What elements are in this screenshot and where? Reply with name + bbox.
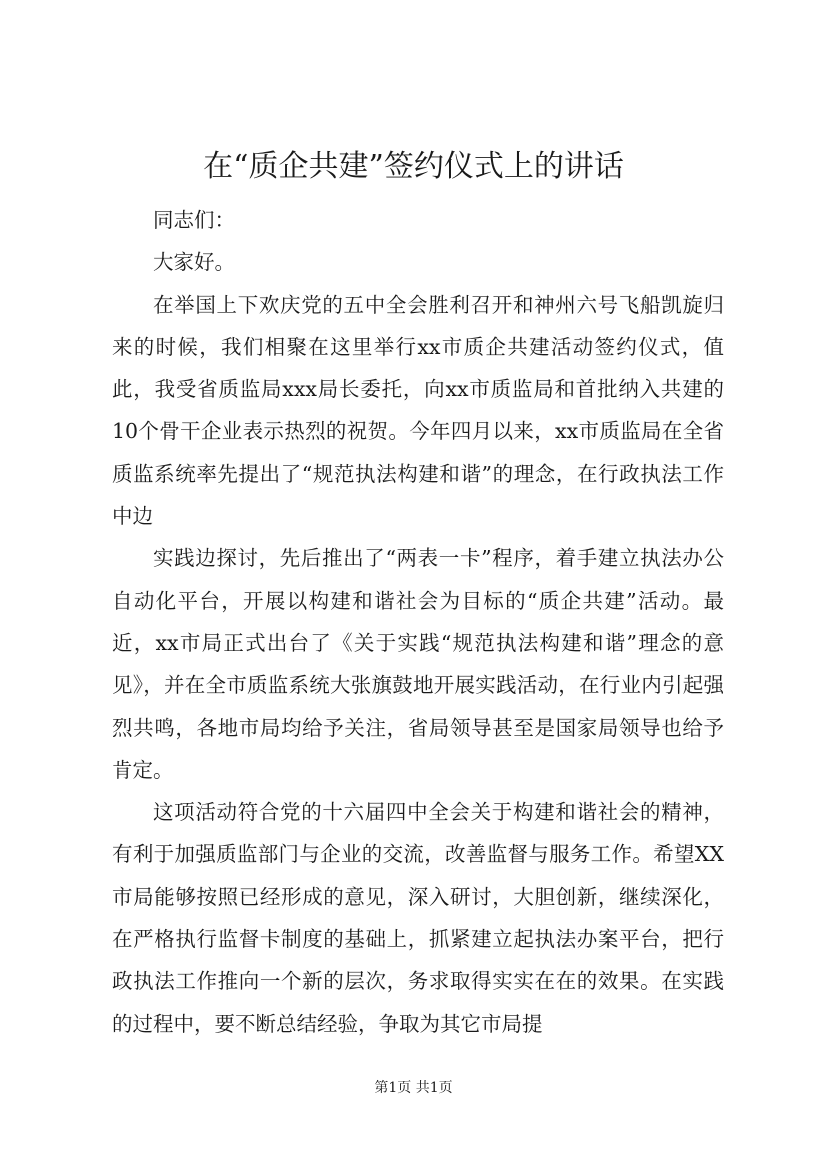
paragraph-salutation: 同志们： (153, 208, 235, 232)
page-number-footer: 第1页 共1页 (374, 1080, 453, 1096)
paragraph-practice: 实践边探讨，先后推出了“两表一卡”程序，着手建立执法办公自动化平台，开展以构建和谐社会为目标的“质企共建”活动。最近，xx市局正式出台了《关于实践“规范执法构建和谐”理念的意见》，并在全市质监系统大张旗鼓地开展实践活动，在行业内引起强烈共鸣，各地市局均给予关注，省局领导甚至是国家局领导也给予肯定。 (112, 546, 724, 782)
paragraph-expectation: 这项活动符合党的十六届四中全会关于构建和谐社会的精神，有利于加强质监部门与企业的交流，改善监督与服务工作。希望XX市局能够按照已经形成的意见，深入研讨，大胆创新，继续深化，在严格执行监督卡制度的基础上，抓紧建立起执法办案平台，把行政执法工作推向一个新的层次，务求取得实实在在的效果。在实践的过程中，要不断总结经验，争取为其它市局提 (112, 800, 724, 1036)
document-title: 在“质企共建”签约仪式上的讲话 (203, 149, 624, 184)
document-body (112, 199, 724, 1045)
paragraph-opening: 在举国上下欢庆党的五中全会胜利召开和神州六号飞船凯旋归来的时候，我们相聚在这里举行xx市质企共建活动签约仪式，值此，我受省质监局xxx局长委托，向xx市质监局和首批纳入共建的10个骨干企业表示热烈的祝贺。今年四月以来，xx市质监局在全省质监系统率先提出了“规范执法构建和谐”的理念，在行政执法工作中边 (112, 292, 724, 529)
paragraph-greeting: 大家好。 (153, 250, 235, 275)
